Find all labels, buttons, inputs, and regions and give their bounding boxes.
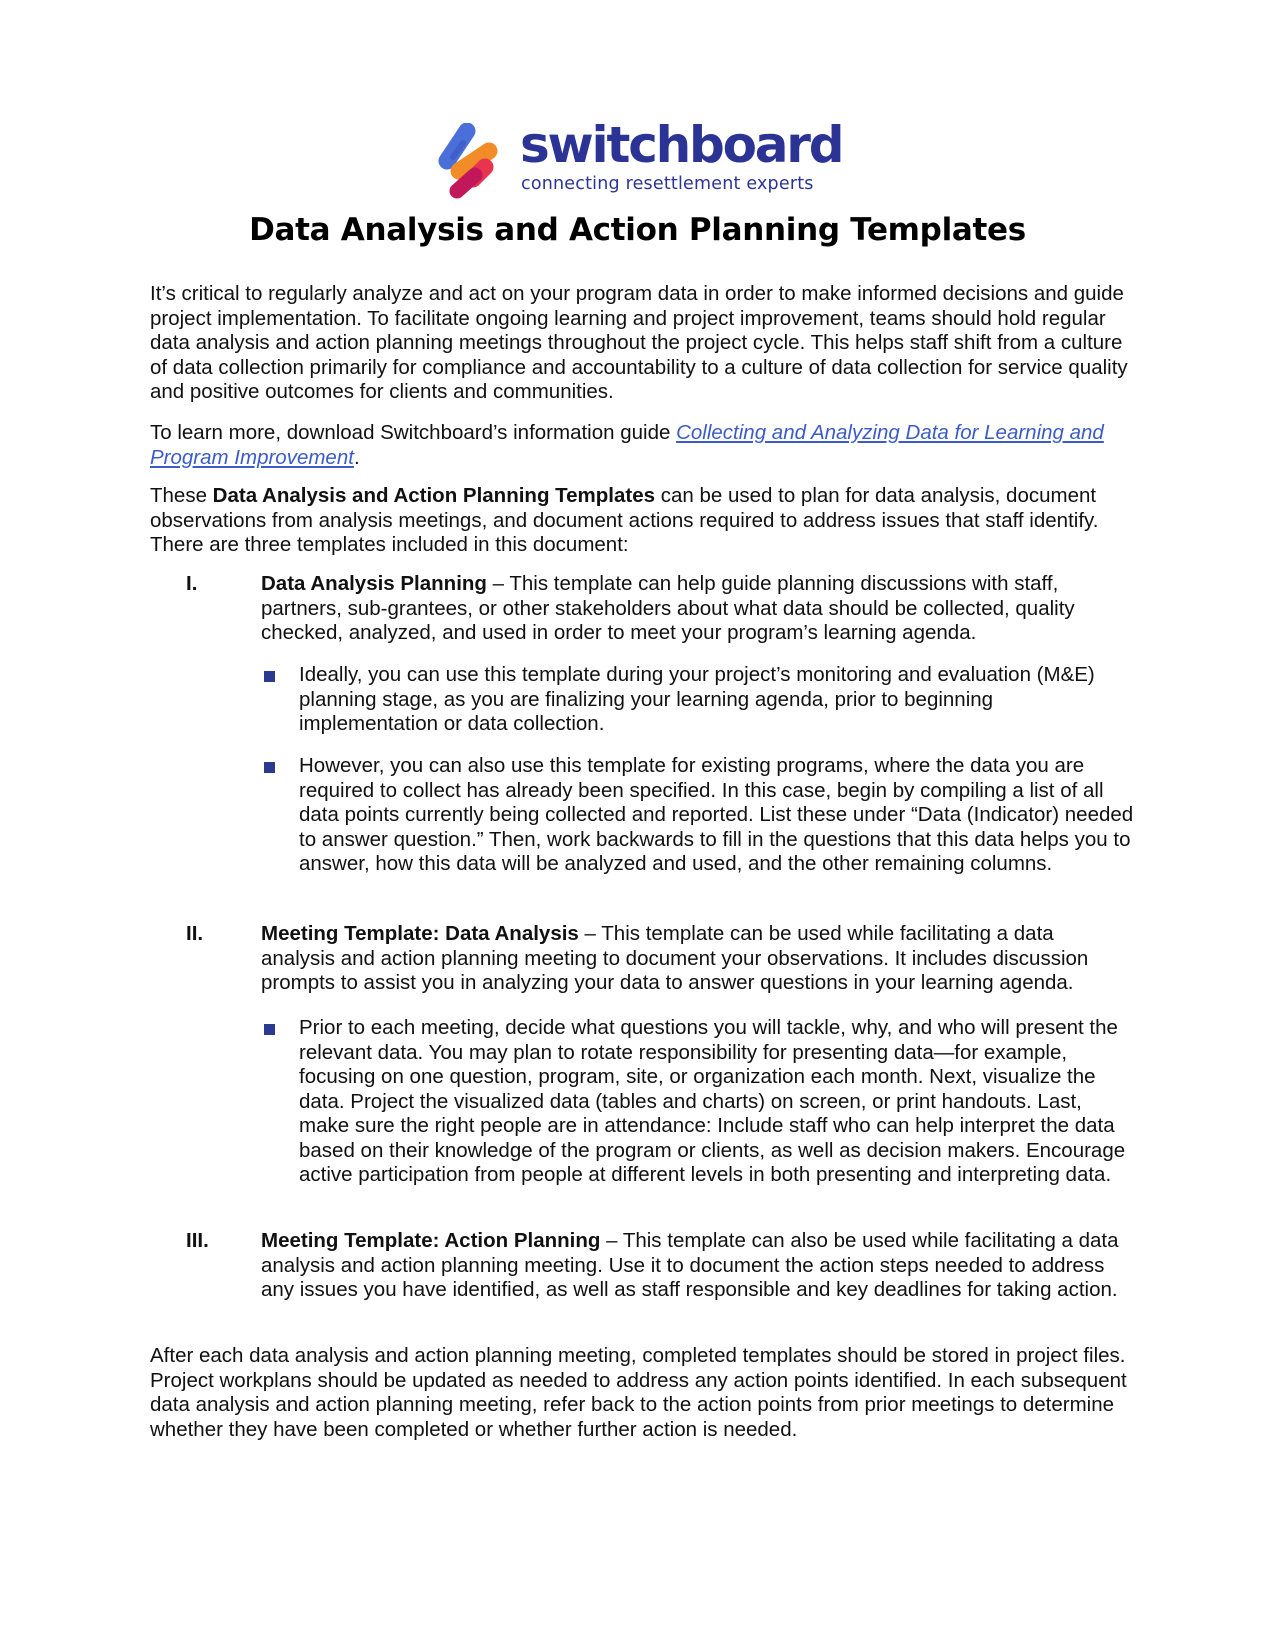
template-name-2: Meeting Template: Data Analysis xyxy=(261,922,579,945)
logo-tagline: connecting resettlement experts xyxy=(521,174,814,194)
page-title: Data Analysis and Action Planning Templates xyxy=(249,212,1026,248)
learn-more-text: To learn more, download Switchboard’s information guide xyxy=(150,421,677,444)
learn-more-paragraph xyxy=(150,421,1135,470)
template-1-bullet-2: However, you can also use this template for existing programs, where the data you are required to collect has already been specified. In this case, begin by compiling a list of all data points currently being collected and reported. List these under “Data (Indicator) needed to answer question.” Then, work backwards to fill in the questions that this data helps you to answer, how this data will be analyzed and used, and the other remaining columns. xyxy=(299,754,1134,875)
overview-text: can be used to plan for data analysis, document observations from analysis meetings, and document actions required to address issues that staff identify. There are three templates included in this document: xyxy=(150,484,1099,556)
template-numeral-1: I. xyxy=(186,572,198,595)
overview-lead: These xyxy=(150,484,213,507)
closing-paragraph: After each data analysis and action planning meeting, completed templates should be stored in project files. Project workplans should be updated as needed to address any action points identified. In each subsequent data analysis and action planning meeting, refer back to the action points from prior meetings to determine whether they have been completed or whether further action is needed. xyxy=(150,1344,1127,1441)
template-numeral-3: III. xyxy=(186,1229,209,1252)
switchboard-mark-icon xyxy=(435,123,515,203)
template-description-2: – This template can be used while facilitating a data analysis and action planning meeting to document your observations. It includes discussion prompts to assist you in analyzing your data to answer questions in your learning agenda. xyxy=(261,922,1089,994)
templates-overview-paragraph xyxy=(150,484,1135,558)
intro-paragraph: It’s critical to regularly analyze and act on your program data in order to make informed decisions and guide project implementation. To facilitate ongoing learning and project improvement, teams should hold regular data analysis and action planning meetings throughout the project cycle. This helps staff shift from a culture of data collection primarily for compliance and accountability to a culture of data collection for service quality and positive outcomes for clients and communities. xyxy=(150,282,1128,403)
template-item-1 xyxy=(261,572,1131,646)
square-bullet-icon xyxy=(264,1024,275,1035)
template-name-1: Data Analysis Planning xyxy=(261,572,487,595)
info-guide-link[interactable]: Collecting and Analyzing Data for Learning and Program Improvement xyxy=(150,421,1104,469)
template-name-3: Meeting Template: Action Planning xyxy=(261,1229,601,1252)
template-item-2 xyxy=(261,922,1131,996)
template-description-3: – This template can also be used while facilitating a data analysis and action planning meeting. Use it to document the action steps needed to address any issues you have identified, as well as staff responsible and key deadlines for taking action. xyxy=(261,1229,1119,1301)
overview-bold-title: Data Analysis and Action Planning Templates xyxy=(212,484,656,507)
switchboard-logo xyxy=(435,116,843,203)
square-bullet-icon xyxy=(264,762,275,773)
template-item-3 xyxy=(261,1229,1131,1303)
logo-wordmark: switchboard xyxy=(520,116,843,174)
template-1-bullet-1: Ideally, you can use this template during your project’s monitoring and evaluation (M&E) planning stage, as you are finalizing your learning agenda, prior to beginning implementation or data collection. xyxy=(299,663,1095,735)
square-bullet-icon xyxy=(264,671,275,682)
template-numeral-2: II. xyxy=(186,922,204,945)
template-2-bullet-1: Prior to each meeting, decide what questions you will tackle, why, and who will present the relevant data. You may plan to rotate responsibility for presenting data—for example, focusing on one question, program, site, or organization each month. Next, visualize the data. Project the visualized data (tables and charts) on screen, or print handouts. Last, make sure the right people are in attendance: Include staff who can help interpret the data based on their knowledge of the program or clients, as well as decision makers. Encourage active participation from people at different levels in both presenting and interpreting data. xyxy=(299,1016,1126,1186)
learn-more-end: . xyxy=(353,445,360,469)
template-description-1: – This template can help guide planning discussions with staff, partners, sub-grantees, or other stakeholders about what data should be collected, quality checked, analyzed, and used in order to meet your program’s learning agenda. xyxy=(261,572,1075,644)
